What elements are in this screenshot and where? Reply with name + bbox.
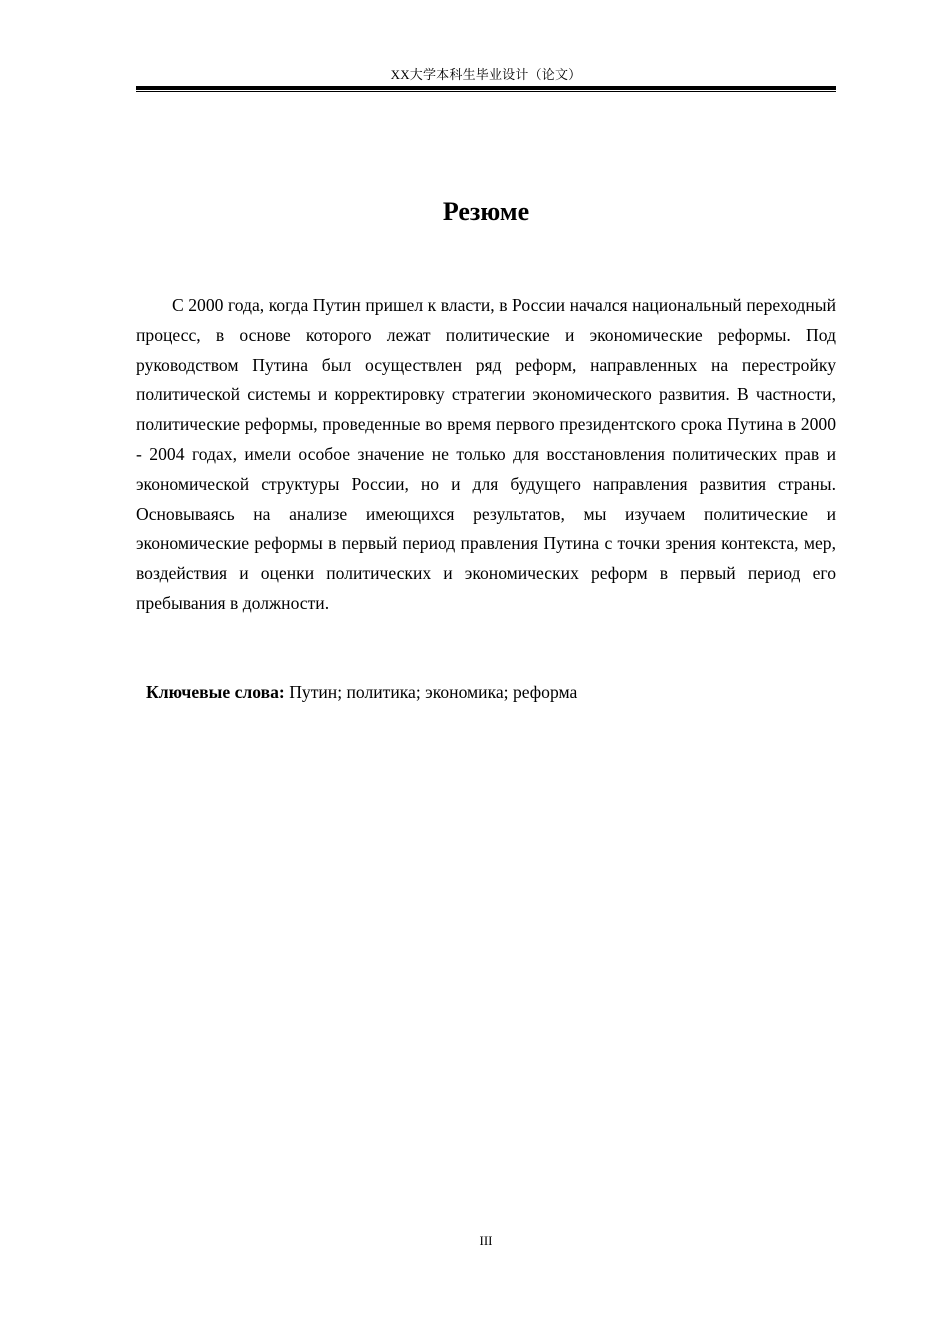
keywords-line bbox=[146, 679, 836, 705]
page-title: Резюме bbox=[442, 197, 530, 226]
running-header: XX大学本科生毕业设计（论文） bbox=[390, 67, 582, 82]
keywords-value: Путин; политика; экономика; реформа bbox=[289, 682, 578, 702]
header-rule bbox=[136, 86, 836, 93]
header-rule-thick bbox=[136, 86, 836, 90]
keywords-label: Ключевые слова: bbox=[146, 682, 285, 702]
abstract-paragraph: С 2000 года, когда Путин пришел к власти, в России начался национальный переходный процесс, в основе которого лежат политические и экономические реформы. Под руководством Путина был осуществлен ряд реформ, направленных на перестройку политической системы и корректировку стратегии экономического развития. В частности, политические реформы, проведенные во время первого президентского срока Путина в 2000 - 2004 годах, имели особое значение не только для восстановления политических прав и экономической структуры России, но и для будущего направления развития страны. Основываясь на анализе имеющихся результатов, мы изучаем политические и экономические реформы в первый период правления Путина с точки зрения контекста, мер, воздействия и оценки политических и экономических реформ в первый период его пребывания в должности. bbox=[136, 295, 836, 613]
header-rule-thin bbox=[136, 91, 836, 92]
page-number: III bbox=[479, 1233, 493, 1248]
